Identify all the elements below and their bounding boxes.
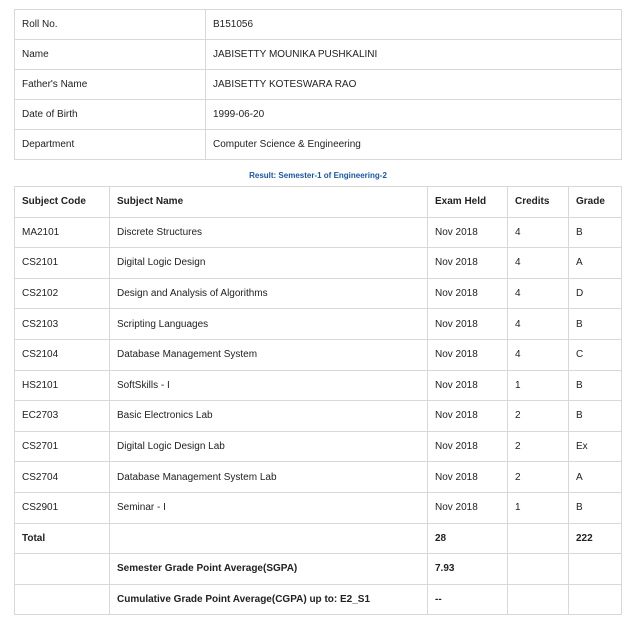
subject-name: Discrete Structures xyxy=(110,217,428,248)
subject-code: EC2703 xyxy=(15,401,110,432)
subject-name: Basic Electronics Lab xyxy=(110,401,428,432)
info-label: Father's Name xyxy=(15,70,206,100)
exam-held: Nov 2018 xyxy=(428,370,508,401)
credits: 1 xyxy=(508,492,569,523)
marks-header-row xyxy=(15,187,622,218)
subject-name: Seminar - I xyxy=(110,492,428,523)
empty-cell xyxy=(569,584,622,615)
grade: B xyxy=(569,309,622,340)
subject-code: CS2901 xyxy=(15,492,110,523)
header-subject-name: Subject Name xyxy=(110,187,428,218)
subject-code: CS2101 xyxy=(15,248,110,279)
cgpa-value: -- xyxy=(428,584,508,615)
info-row-date-of-birth xyxy=(15,100,622,130)
exam-held: Nov 2018 xyxy=(428,431,508,462)
subject-code: CS2102 xyxy=(15,278,110,309)
table-row xyxy=(15,309,622,340)
info-row-fathers-name xyxy=(15,70,622,100)
credits: 4 xyxy=(508,217,569,248)
info-label: Department xyxy=(15,130,206,160)
grade: B xyxy=(569,401,622,432)
subject-code: MA2101 xyxy=(15,217,110,248)
credits: 4 xyxy=(508,339,569,370)
exam-held: Nov 2018 xyxy=(428,401,508,432)
exam-held: Nov 2018 xyxy=(428,217,508,248)
grade: A xyxy=(569,462,622,493)
header-credits: Credits xyxy=(508,187,569,218)
credits: 4 xyxy=(508,309,569,340)
credits: 4 xyxy=(508,248,569,279)
marks-table xyxy=(14,186,622,615)
table-row xyxy=(15,492,622,523)
table-row xyxy=(15,248,622,279)
subject-code: CS2104 xyxy=(15,339,110,370)
empty-cell xyxy=(569,554,622,585)
subject-code: CS2704 xyxy=(15,462,110,493)
exam-held: Nov 2018 xyxy=(428,278,508,309)
empty-cell xyxy=(15,584,110,615)
subject-name: SoftSkills - I xyxy=(110,370,428,401)
info-label: Date of Birth xyxy=(15,100,206,130)
subject-name: Design and Analysis of Algorithms xyxy=(110,278,428,309)
empty-cell xyxy=(508,584,569,615)
table-row xyxy=(15,462,622,493)
credits: 1 xyxy=(508,370,569,401)
table-row xyxy=(15,339,622,370)
exam-held: Nov 2018 xyxy=(428,462,508,493)
credits: 2 xyxy=(508,431,569,462)
grade: B xyxy=(569,370,622,401)
sgpa-label: Semester Grade Point Average(SGPA) xyxy=(110,554,428,585)
info-value: JABISETTY KOTESWARA RAO xyxy=(206,70,622,100)
table-row xyxy=(15,401,622,432)
grade: Ex xyxy=(569,431,622,462)
subject-code: HS2101 xyxy=(15,370,110,401)
header-exam-held: Exam Held xyxy=(428,187,508,218)
subject-name: Database Management System xyxy=(110,339,428,370)
info-label: Name xyxy=(15,40,206,70)
total-grade-points: 222 xyxy=(569,523,622,554)
empty-cell xyxy=(15,554,110,585)
table-row xyxy=(15,370,622,401)
info-row-roll-no xyxy=(15,10,622,40)
empty-cell xyxy=(508,554,569,585)
info-label: Roll No. xyxy=(15,10,206,40)
info-value: 1999-06-20 xyxy=(206,100,622,130)
sgpa-value: 7.93 xyxy=(428,554,508,585)
info-value: Computer Science & Engineering xyxy=(206,130,622,160)
total-label: Total xyxy=(15,523,110,554)
cgpa-row xyxy=(15,584,622,615)
grade: C xyxy=(569,339,622,370)
table-row xyxy=(15,217,622,248)
exam-held: Nov 2018 xyxy=(428,492,508,523)
subject-name: Digital Logic Design Lab xyxy=(110,431,428,462)
info-value: JABISETTY MOUNIKA PUSHKALINI xyxy=(206,40,622,70)
subject-name: Database Management System Lab xyxy=(110,462,428,493)
subject-name: Digital Logic Design xyxy=(110,248,428,279)
credits: 2 xyxy=(508,401,569,432)
credits: 4 xyxy=(508,278,569,309)
table-row xyxy=(15,431,622,462)
subject-name: Scripting Languages xyxy=(110,309,428,340)
subject-code: CS2701 xyxy=(15,431,110,462)
info-row-name xyxy=(15,40,622,70)
grade: A xyxy=(569,248,622,279)
header-grade: Grade xyxy=(569,187,622,218)
total-row xyxy=(15,523,622,554)
exam-held: Nov 2018 xyxy=(428,309,508,340)
student-info-table xyxy=(14,9,622,160)
cgpa-label: Cumulative Grade Point Average(CGPA) up to: E2_S1 xyxy=(110,584,428,615)
info-value: B151056 xyxy=(206,10,622,40)
subject-code: CS2103 xyxy=(15,309,110,340)
exam-held: Nov 2018 xyxy=(428,248,508,279)
info-row-department xyxy=(15,130,622,160)
empty-cell xyxy=(110,523,428,554)
sgpa-row xyxy=(15,554,622,585)
total-credits: 28 xyxy=(428,523,508,554)
credits: 2 xyxy=(508,462,569,493)
grade: B xyxy=(569,492,622,523)
header-subject-code: Subject Code xyxy=(15,187,110,218)
exam-held: Nov 2018 xyxy=(428,339,508,370)
result-title: Result: Semester-1 of Engineering-2 xyxy=(249,171,387,180)
grade: B xyxy=(569,217,622,248)
grade: D xyxy=(569,278,622,309)
empty-cell xyxy=(508,523,569,554)
table-row xyxy=(15,278,622,309)
